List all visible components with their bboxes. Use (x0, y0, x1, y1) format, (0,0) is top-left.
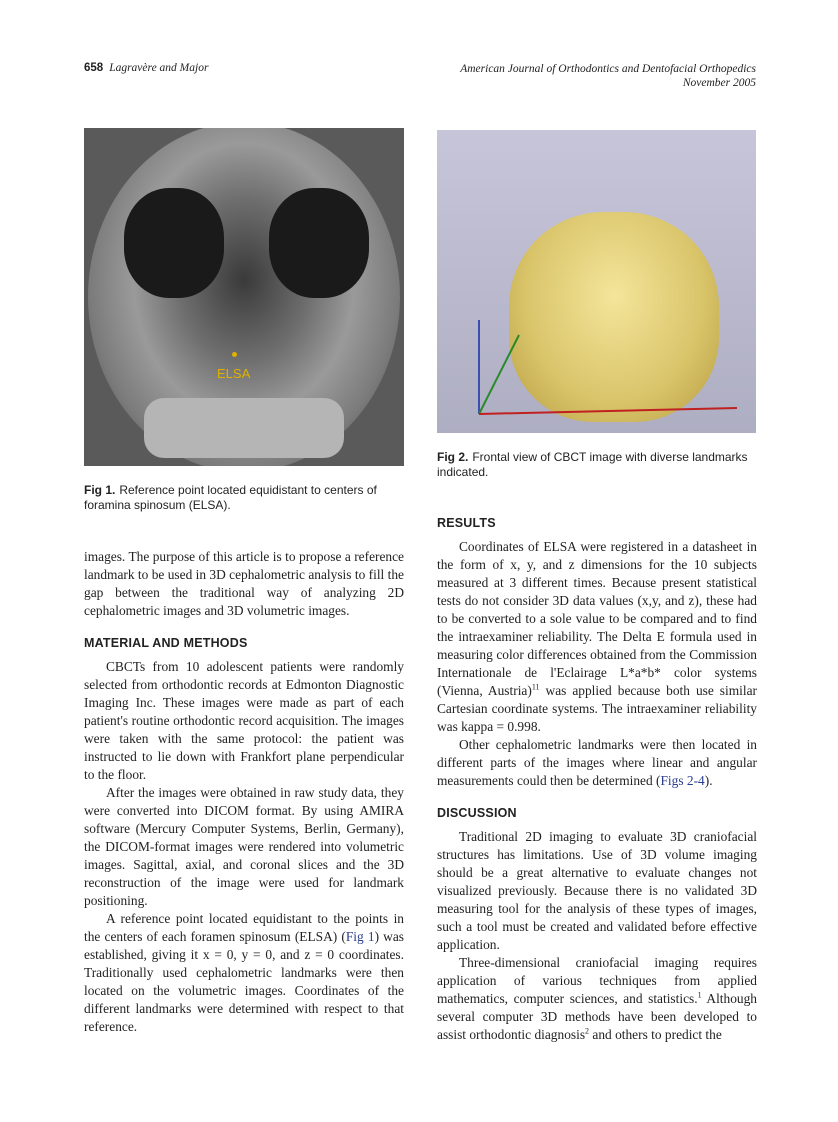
methods-paragraph-3 (84, 910, 404, 1036)
left-column (84, 548, 404, 1036)
discussion-paragraph-2 (437, 954, 757, 1044)
figure-1-caption (84, 483, 404, 513)
authors: Lagravère and Major (109, 62, 209, 74)
fig-1-link[interactable]: Fig 1 (345, 929, 375, 944)
journal-name: American Journal of Orthodontics and Dentofacial Orthopedics (460, 63, 756, 75)
page-number: 658 (84, 62, 104, 74)
text: ) was established, giving it x = 0, y = 0, and z = 0 coordinates. Traditionally used cephalometric landmarks were then located on the volumetric images. Coordinates of the different landmarks were determined with respect to that reference. (84, 929, 404, 1034)
citation: 11 (531, 682, 540, 692)
text: A reference point located equidistant to the points in the centers of each foramen spinosum (ELSA) ( (84, 911, 404, 944)
figure-2-caption-text: Frontal view of CBCT image with diverse landmarks indicated. (437, 450, 748, 479)
methods-paragraph-1: CBCTs from 10 adolescent patients were randomly selected from orthodontic records at Edmonton Diagnostic Imaging Inc. These images were made as part of each patient's routine orthodontic record acquisition. The images were taken with the same protocol: the patient was instructed to lie down with Frankfort plane perpendicular to the floor. (84, 659, 404, 782)
methods-heading: MATERIAL AND METHODS (84, 636, 248, 650)
discussion-paragraph-1: Traditional 2D imaging to evaluate 3D craniofacial structures has limitations. Use of 3D volume imaging should be a great alternative to evaluate changes not visualized previously. Because there is no validated 3D measuring tool for the analysis of these types of images, such a tool must be created and validated before effective application. (437, 829, 757, 952)
running-header-left (84, 62, 208, 74)
intro-paragraph: images. The purpose of this article is to propose a reference landmark to be used in 3D cephalometric analysis to fill the gap between the traditional way of analyzing 2D cephalometric images and 3D volumetric images. (84, 549, 404, 618)
figure-1-label: Fig 1. (84, 483, 116, 497)
methods-paragraph-2: After the images were obtained in raw study data, they were converted into DICOM format. By using AMIRA software (Mercury Computer Systems, Berlin, Germany), the DICOM-format images were rendered into volumetric images. Sagittal, axial, and coronal slices and the 3D reconstruction of the image were used for landmark positioning. (84, 785, 404, 908)
figure-2-3d-render (437, 130, 756, 433)
figure-1-caption-text: Reference point located equidistant to centers of foramina spinosum (ELSA). (84, 483, 377, 512)
text: Coordinates of ELSA were registered in a datasheet in the form of x, y, and z dimensions for the 10 subjects measured at 3 different times. Because present statistical tests do not consider 3D data values (x,y, and z), these had to be converted to a sole value to be compared and to find the intraexaminer reliability. The Delta E formula used in measuring color differences obtained from the Commission Internationale de l'Eclairage L*a*b* color systems (Vienna, Austria) (437, 539, 757, 698)
citation: 2 (585, 1026, 590, 1036)
text: Three-dimensional craniofacial imaging requires application of various techniques from applied mathematics, computer sciences, and statistics. (437, 955, 757, 1006)
text: Although several computer 3D methods have been developed to assist orthodontic diagnosis (437, 991, 757, 1042)
figure-2-label: Fig 2. (437, 450, 469, 464)
x-axis (479, 408, 737, 414)
results-heading: RESULTS (437, 516, 496, 530)
figs-2-4-link[interactable]: Figs 2-4 (660, 773, 705, 788)
text: Other cephalometric landmarks were then located in different parts of the images where linear and angular measurements could then be determined ( (437, 737, 757, 788)
figure-2-caption (437, 450, 757, 480)
discussion-heading: DISCUSSION (437, 806, 517, 820)
y-axis (479, 335, 519, 414)
results-paragraph-1 (437, 538, 757, 736)
elsa-label: ELSA (217, 366, 251, 381)
issue-date: November 2005 (682, 77, 756, 89)
text: was applied because both use similar Cartesian coordinate systems. The intraexaminer reliability was kappa = 0.998. (437, 683, 757, 734)
text: and others to predict the (589, 1027, 722, 1042)
right-column (437, 502, 757, 1044)
text: ). (704, 773, 713, 788)
running-header-right (460, 62, 756, 90)
axes-graphic (437, 130, 756, 433)
elsa-point-marker (232, 352, 237, 357)
figure-1-ct-image (84, 128, 404, 466)
citation: 1 (697, 990, 702, 1000)
results-paragraph-2 (437, 736, 757, 790)
